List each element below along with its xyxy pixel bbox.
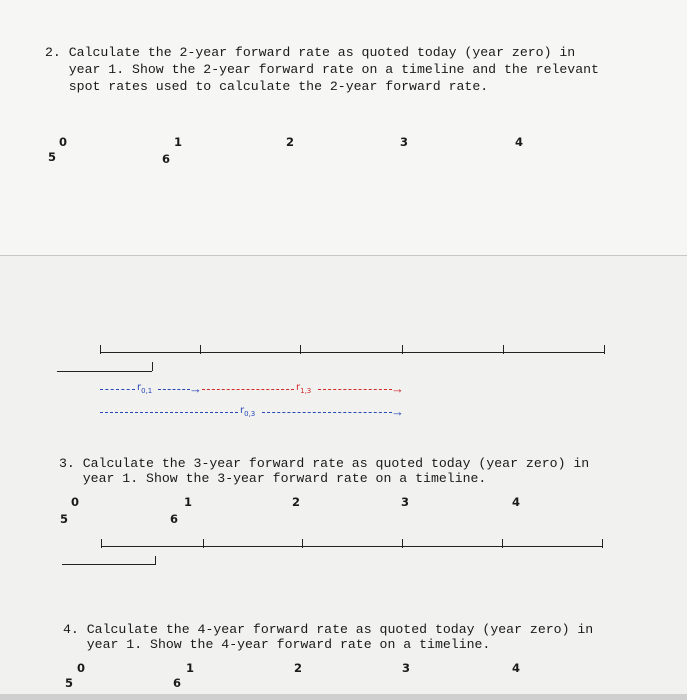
timeline-tick-3 bbox=[402, 345, 403, 354]
q4-text-line-2: year 1. Show the 4-year forward rate on a timeline. bbox=[63, 637, 491, 652]
q4-year-4-label: 4 bbox=[512, 661, 521, 675]
q3-text-line-2: year 1. Show the 3-year forward rate on a timeline. bbox=[59, 471, 487, 486]
q4-text-line-1: 4. Calculate the 4-year forward rate as quoted today (year zero) in bbox=[63, 622, 594, 637]
q3-timeline-line bbox=[101, 546, 603, 547]
r01-dash-left bbox=[100, 389, 135, 390]
q2-text-line-1: 2. Calculate the 2-year forward rate as quoted today (year zero) in bbox=[45, 45, 576, 60]
timeline-tick-1 bbox=[200, 345, 201, 354]
timeline-tick-2 bbox=[300, 345, 301, 354]
timeline-top-line bbox=[100, 352, 605, 353]
q4-year-1-label: 1 bbox=[186, 661, 195, 675]
timeline-tick-4 bbox=[503, 345, 504, 354]
rate-r13-label: $r_{1,3}$ bbox=[296, 382, 312, 395]
q3-year-4-label: 4 bbox=[512, 495, 521, 509]
timeline-tick-0 bbox=[100, 345, 101, 354]
q2-year-0-label: 0 bbox=[59, 135, 68, 149]
q3-lower-line bbox=[62, 564, 155, 565]
q3-tick-5 bbox=[602, 539, 603, 548]
bottom-edge-strip bbox=[0, 694, 687, 700]
q4-year-2-label: 2 bbox=[294, 661, 303, 675]
q2-scribble-a: 5 bbox=[48, 150, 57, 164]
rate-r03-label: $r_{0,3}$ bbox=[240, 405, 256, 418]
r01-arrowhead-icon: → bbox=[189, 381, 202, 396]
q3-tick-1 bbox=[203, 539, 204, 548]
r13-dash-left bbox=[202, 389, 294, 390]
upper-page-section bbox=[0, 0, 687, 255]
q4-year-0-label: 0 bbox=[77, 661, 86, 675]
q3-year-1-label: 1 bbox=[184, 495, 193, 509]
q3-tick-0 bbox=[101, 539, 102, 548]
q2-year-4-label: 4 bbox=[515, 135, 524, 149]
q2-year-2-label: 2 bbox=[286, 135, 295, 149]
r03-dash-right bbox=[262, 412, 392, 413]
q2-scribble-b: 6 bbox=[162, 152, 171, 166]
r03-dash-left bbox=[100, 412, 238, 413]
q3-text-line-1: 3. Calculate the 3-year forward rate as quoted today (year zero) in bbox=[59, 456, 590, 471]
timeline-lower-line bbox=[57, 371, 152, 372]
q2-year-1-label: 1 bbox=[174, 135, 183, 149]
r01-dash-right bbox=[158, 389, 190, 390]
r03-arrowhead-icon: → bbox=[391, 404, 404, 419]
q3-year-3-label: 3 bbox=[401, 495, 410, 509]
q3-scribble-b: 6 bbox=[170, 512, 179, 526]
q4-scribble-b: 6 bbox=[173, 676, 182, 690]
q3-scribble-a: 5 bbox=[60, 512, 69, 526]
q3-tick-3 bbox=[402, 539, 403, 548]
q2-year-3-label: 3 bbox=[400, 135, 409, 149]
q3-tick-4 bbox=[502, 539, 503, 548]
timeline-lower-tick bbox=[152, 362, 153, 371]
r13-dash-right bbox=[318, 389, 392, 390]
q2-text-line-3: spot rates used to calculate the 2-year forward rate. bbox=[45, 79, 489, 94]
timeline-tick-5 bbox=[604, 345, 605, 354]
q3-year-2-label: 2 bbox=[292, 495, 301, 509]
rate-r01-label: $r_{0,1}$ bbox=[137, 382, 153, 395]
q2-text-line-2: year 1. Show the 2-year forward rate on a timeline and the relevant bbox=[45, 62, 599, 77]
q3-year-0-label: 0 bbox=[71, 495, 80, 509]
q3-tick-2 bbox=[302, 539, 303, 548]
q3-lower-tick bbox=[155, 556, 156, 565]
q4-year-3-label: 3 bbox=[402, 661, 411, 675]
r13-arrowhead-icon: → bbox=[391, 381, 404, 396]
q4-scribble-a: 5 bbox=[65, 676, 74, 690]
